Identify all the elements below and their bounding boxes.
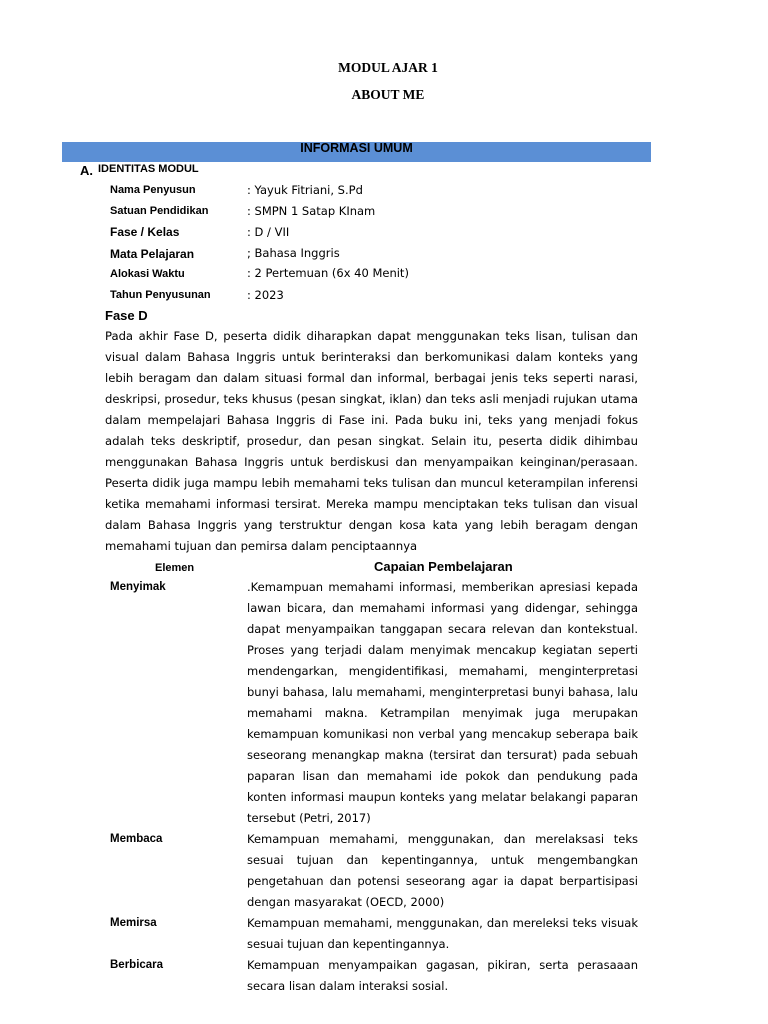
identity-value: : 2 Pertemuan (6x 40 Menit) [247, 266, 409, 280]
identity-label: Alokasi Waktu [110, 268, 185, 280]
document-subtitle: ABOUT ME [351, 87, 425, 102]
identity-value: : SMPN 1 Satap KInam [247, 204, 376, 218]
identity-value: ; Bahasa Inggris [247, 246, 340, 260]
identity-label: Satuan Pendidikan [110, 205, 209, 217]
identity-label: Mata Pelajaran [110, 247, 195, 261]
identity-value: : 2023 [247, 288, 284, 302]
cp-row-elemen: Membaca [110, 833, 163, 845]
informasi-umum-banner [62, 142, 651, 162]
cp-row-elemen: Memirsa [110, 917, 157, 929]
cp-row-capaian: .Kemampuan memahami informasi, memberikan apresiasi kepada lawan bicara, dan memahami informasi yang didengar, sehingga dapat menyampaikan tanggapan secara relevan dan kontekstual. Proses yang terjadi dalam menyimak mencakup kegiatan seperti mendengarkan, mengidentifikasi, memahami, menginterpretasi bunyi bahasa, lalu memahami, menginterpretasi bunyi bahasa, lalu memahami makna. Ketrampilan menyimak juga merupakan kemampuan komunikasi non verbal yang mencakup seberapa baik seseorang menangkap makna (tersirat dan tersurat) pada sebuah paparan lisan dan memahami ide pokok dan pendukung pada konten informasi maupun konteks yang melatar belakangi paparan tersebut (Petri, 2017) [247, 580, 638, 825]
column-header-capaian: Capaian Pembelajaran [374, 559, 513, 574]
fase-heading: Fase D [105, 308, 148, 323]
identity-label: Nama Penyusun [110, 184, 196, 196]
identity-label: Fase / Kelas [110, 225, 180, 239]
banner-label: INFORMASI UMUM [300, 141, 413, 155]
column-header-elemen: Elemen [155, 562, 195, 574]
identity-value: : Yayuk Fitriani, S.Pd [247, 183, 363, 197]
identity-label: Tahun Penyusunan [110, 289, 211, 301]
cp-row-capaian: Kemampuan memahami, menggunakan, dan mereleksi teks visuak sesuai tujuan dan kepentingannya. [247, 916, 638, 951]
section-marker: A. [80, 163, 93, 178]
identity-value: : D / VII [247, 225, 290, 239]
document-title: MODUL AJAR 1 [338, 60, 438, 75]
section-title: IDENTITAS MODUL [98, 163, 199, 175]
cp-row-capaian: Kemampuan memahami, menggunakan, dan merelaksasi teks sesuai tujuan dan kepentingannya, untuk mengembangkan pengetahuan dan potensi seseorang agar ia dapat berpartisipasi dengan masyarakat (OECD, 2000) [247, 832, 638, 909]
cp-row-elemen: Berbicara [110, 959, 164, 971]
fase-paragraph: Pada akhir Fase D, peserta didik diharapkan dapat menggunakan teks lisan, tulisan dan visual dalam Bahasa Inggris untuk berinteraksi dan berkomunikasi dalam konteks yang lebih beragam dan dalam situasi formal dan informal, berbagai jenis teks seperti narasi, deskripsi, prosedur, teks khusus (pesan singkat, iklan) dan teks asli menjadi rujukan utama dalam mempelajari Bahasa Inggris di Fase ini. Pada buku ini, teks yang menjadi fokus adalah teks deskriptif, prosedur, dan pesan singkat. Selain itu, peserta didik dihimbau menggunakan Bahasa Inggris untuk berdiskusi dan menyampaikan keinginan/perasaan. Peserta didik juga mampu lebih memahami teks tulisan dan muncul keterampilan inferensi ketika memahami informasi tersirat. Mereka mampu menciptakan teks tulisan dan visual dalam Bahasa Inggris yang terstruktur dengan kosa kata yang lebih beragam dengan memahami tujuan dan pemirsa dalam penciptaannya [105, 329, 638, 553]
cp-row-capaian: Kemampuan menyampaikan gagasan, pikiran, serta perasaaan secara lisan dalam interaksi sosial. [247, 958, 638, 993]
cp-row-elemen: Menyimak [110, 581, 166, 593]
